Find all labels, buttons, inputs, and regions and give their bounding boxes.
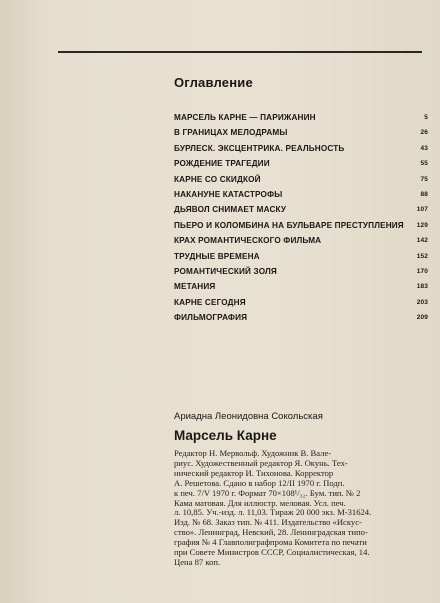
- toc-entry-page: 75: [420, 175, 428, 183]
- toc-entry-page: 5: [424, 114, 428, 121]
- toc-entry-page: 170: [416, 267, 428, 275]
- toc-entry: [174, 218, 428, 233]
- imprint-line: нический редактор И. Тихонова. Корректор: [174, 467, 334, 478]
- toc-entry: [174, 310, 428, 325]
- author-name: Ариадна Леонидовна Сокольская: [174, 411, 323, 422]
- toc-entry-label: БУРЛЕСК. ЭКСЦЕНТРИКА. РЕАЛЬНОСТЬ: [174, 143, 345, 153]
- toc-entry-label: РОЖДЕНИЕ ТРАГЕДИИ: [174, 159, 270, 169]
- imprint-line: графия № 4 Главполиграфпрома Комитета по печати: [174, 537, 367, 548]
- toc-entry-page: 129: [416, 221, 428, 229]
- toc-entry: [174, 156, 428, 171]
- toc-entry: [174, 264, 428, 279]
- imprint-line: Редактор Н. Мервольф. Художник В. Вале-: [174, 448, 332, 458]
- imprint-block: [174, 449, 430, 568]
- toc-entry-label: ДЬЯВОЛ СНИМАЕТ МАСКУ: [174, 205, 287, 215]
- imprint-line: Изд. № 68. Заказ тип. № 411. Издательство «Искус-: [174, 517, 362, 528]
- imprint-line: при Совете Министров СССР, Социалистическая, 14.: [174, 547, 370, 558]
- toc-entry-page: 152: [416, 252, 428, 260]
- toc-entry: [174, 125, 428, 140]
- toc-entry: [174, 295, 428, 310]
- toc-entry-page: 43: [420, 144, 428, 152]
- toc-entry-label: КАРНЕ СО СКИДКОЙ: [174, 174, 261, 184]
- toc-entry-page: 183: [416, 283, 428, 291]
- toc-entry: [174, 141, 428, 156]
- toc-entry: [174, 172, 428, 187]
- toc-title: Оглавление: [174, 75, 253, 90]
- toc-entry-label: КАРНЕ СЕГОДНЯ: [174, 297, 246, 307]
- toc-entry-page: 88: [420, 190, 428, 198]
- toc-entry-page: 142: [416, 237, 428, 245]
- imprint-line: А. Решетова. Сдано в набор 12/II 1970 г. Подп.: [174, 477, 345, 488]
- top-rule: [58, 51, 422, 53]
- imprint-line: Цена 87 коп.: [174, 556, 221, 567]
- toc-entry: [174, 279, 428, 294]
- toc-entry-page: 107: [416, 206, 428, 214]
- toc-entry-label: ФИЛЬМОГРАФИЯ: [174, 313, 248, 323]
- toc-entry: [174, 233, 428, 248]
- imprint-line: к печ. 7/V 1970 г. Формат 70×108¹/₃₂. Бум. тип. № 2: [174, 487, 361, 498]
- toc-entry-label: ПЬЕРО И КОЛОМБИНА НА БУЛЬВАРЕ ПРЕСТУПЛЕНИЯ: [174, 220, 404, 230]
- toc-entry-label: В ГРАНИЦАХ МЕЛОДРАМЫ: [174, 128, 288, 138]
- toc-entry-label: РОМАНТИЧЕСКИЙ ЗОЛЯ: [174, 266, 277, 276]
- imprint-line: риус. Художественный редактор Я. Окунь. Тех-: [174, 457, 348, 468]
- imprint-line: ство». Ленинград, Невский, 28. Ленинградская типо-: [174, 527, 368, 538]
- toc-entry-label: МАРСЕЛЬ КАРНЕ — ПАРИЖАНИН: [174, 113, 316, 122]
- toc-entry-label: НАКАНУНЕ КАТАСТРОФЫ: [174, 189, 283, 199]
- toc-entry: [174, 187, 428, 202]
- toc-entry-label: ТРУДНЫЕ ВРЕМЕНА: [174, 251, 260, 261]
- toc-entry-page: 203: [416, 298, 428, 306]
- toc-entry: [174, 249, 428, 264]
- imprint-line: л. 10,85. Уч.-изд. л. 11,03. Тираж 20 000 экз. М-31624.: [174, 507, 372, 518]
- toc-entry-label: МЕТАНИЯ: [174, 282, 216, 292]
- toc-entry-label: КРАХ РОМАНТИЧЕСКОГО ФИЛЬМА: [174, 236, 322, 246]
- imprint-line: Кама матовая. Для иллюстр. меловая. Усл. печ.: [174, 497, 346, 508]
- toc-list: [174, 110, 428, 325]
- toc-entry-page: 26: [420, 129, 428, 137]
- toc-entry-page: 209: [416, 314, 428, 322]
- toc-entry: [174, 110, 428, 125]
- book-title: Марсель Карне: [174, 428, 277, 443]
- toc-entry: [174, 202, 428, 217]
- toc-entry-page: 55: [420, 160, 428, 168]
